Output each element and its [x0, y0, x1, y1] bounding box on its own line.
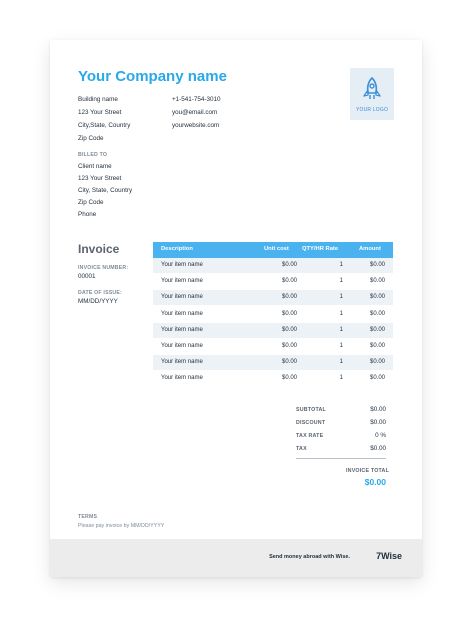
footer-tagline: Send money abroad with Wise. [269, 554, 350, 560]
client-line: Client name [78, 163, 112, 170]
cell-unit-cost: $0.00 [281, 326, 297, 333]
client-line: City, State, Country [78, 187, 133, 194]
logo-placeholder [350, 68, 394, 120]
table-row [153, 371, 393, 386]
invoice-number-label: INVOICE NUMBER: [78, 265, 129, 271]
cell-unit-cost: $0.00 [281, 278, 297, 285]
cell-description: Your item name [161, 294, 203, 301]
cell-qty: 1 [339, 359, 343, 366]
table-header [153, 242, 393, 258]
date-of-issue: MM/DD/YYYY [78, 298, 118, 305]
header-amount: Amount [359, 246, 381, 252]
cell-amount: $0.00 [369, 343, 385, 349]
cell-qty: 1 [339, 294, 343, 301]
billed-to-label: BILLED TO [78, 152, 108, 158]
subtotal-value: $0.00 [370, 406, 386, 413]
cell-qty: 1 [339, 310, 343, 317]
wise-logo: 7Wise [376, 551, 402, 561]
table-row [153, 323, 393, 338]
cell-amount: $0.00 [369, 359, 385, 366]
table-row [153, 307, 393, 322]
invoice-title: Invoice [78, 242, 120, 256]
company-name: Your Company name [78, 68, 227, 85]
table-row [153, 290, 393, 305]
header-description: Description [161, 246, 193, 252]
cell-description: Your item name [161, 375, 203, 382]
client-line: 123 Your Street [78, 175, 122, 182]
company-address-line2: 123 Your Street [78, 109, 122, 116]
company-website: yourwebsite.com [172, 122, 220, 129]
table-row [153, 258, 393, 273]
cell-unit-cost: $0.00 [281, 262, 297, 268]
terms-text: Please pay invoice by MM/DD/YYYY [78, 523, 165, 529]
company-address-line4: Zip Code [78, 135, 104, 142]
header-qty: QTY/HR Rate [302, 246, 339, 252]
cell-unit-cost: $0.00 [281, 310, 297, 317]
subtotal-label: SUBTOTAL [296, 407, 326, 413]
cell-qty: 1 [339, 375, 343, 382]
invoice-page [50, 40, 422, 577]
cell-unit-cost: $0.00 [281, 375, 297, 382]
cell-unit-cost: $0.00 [281, 294, 297, 301]
invoice-number: 00001 [78, 273, 96, 280]
cell-amount: $0.00 [369, 262, 385, 268]
cell-description: Your item name [161, 278, 203, 285]
totals-divider [296, 458, 386, 459]
logo-text: YOUR LOGO [355, 107, 389, 113]
table-row [153, 339, 393, 354]
cell-unit-cost: $0.00 [281, 359, 297, 366]
client-line: Phone [78, 211, 97, 218]
cell-qty: 1 [339, 326, 343, 333]
cell-qty: 1 [339, 343, 343, 349]
cell-description: Your item name [161, 310, 203, 317]
terms-label: TERMS [78, 514, 98, 520]
cell-qty: 1 [339, 262, 343, 268]
cell-amount: $0.00 [369, 326, 385, 333]
table-row [153, 274, 393, 289]
tax-rate-label: TAX RATE [296, 433, 324, 439]
header-unit-cost: Unit cost [264, 246, 289, 252]
cell-description: Your item name [161, 343, 203, 349]
date-of-issue-label: DATE OF ISSUE: [78, 290, 122, 296]
tax-rate-value: 0 % [375, 432, 386, 439]
tax-value: $0.00 [370, 445, 386, 452]
invoice-total-value: $0.00 [364, 477, 386, 487]
cell-amount: $0.00 [369, 278, 385, 285]
cell-amount: $0.00 [369, 310, 385, 317]
invoice-total-label: INVOICE TOTAL [346, 468, 390, 474]
company-address-line1: Building name [78, 96, 118, 103]
cell-amount: $0.00 [369, 375, 385, 382]
tax-label: TAX [296, 446, 307, 452]
table-row [153, 355, 393, 370]
footer-banner [50, 539, 422, 577]
rocket-icon [362, 76, 382, 102]
company-address-line3: City,State, Country [78, 122, 131, 129]
cell-description: Your item name [161, 262, 203, 268]
company-email: you@email.com [172, 109, 218, 116]
cell-unit-cost: $0.00 [281, 343, 297, 349]
company-phone: +1-541-754-3010 [172, 96, 221, 103]
cell-amount: $0.00 [369, 294, 385, 301]
cell-description: Your item name [161, 326, 203, 333]
cell-qty: 1 [339, 278, 343, 285]
client-line: Zip Code [78, 199, 104, 206]
cell-description: Your item name [161, 359, 203, 366]
discount-value: $0.00 [370, 419, 386, 426]
discount-label: DISCOUNT [296, 420, 326, 426]
